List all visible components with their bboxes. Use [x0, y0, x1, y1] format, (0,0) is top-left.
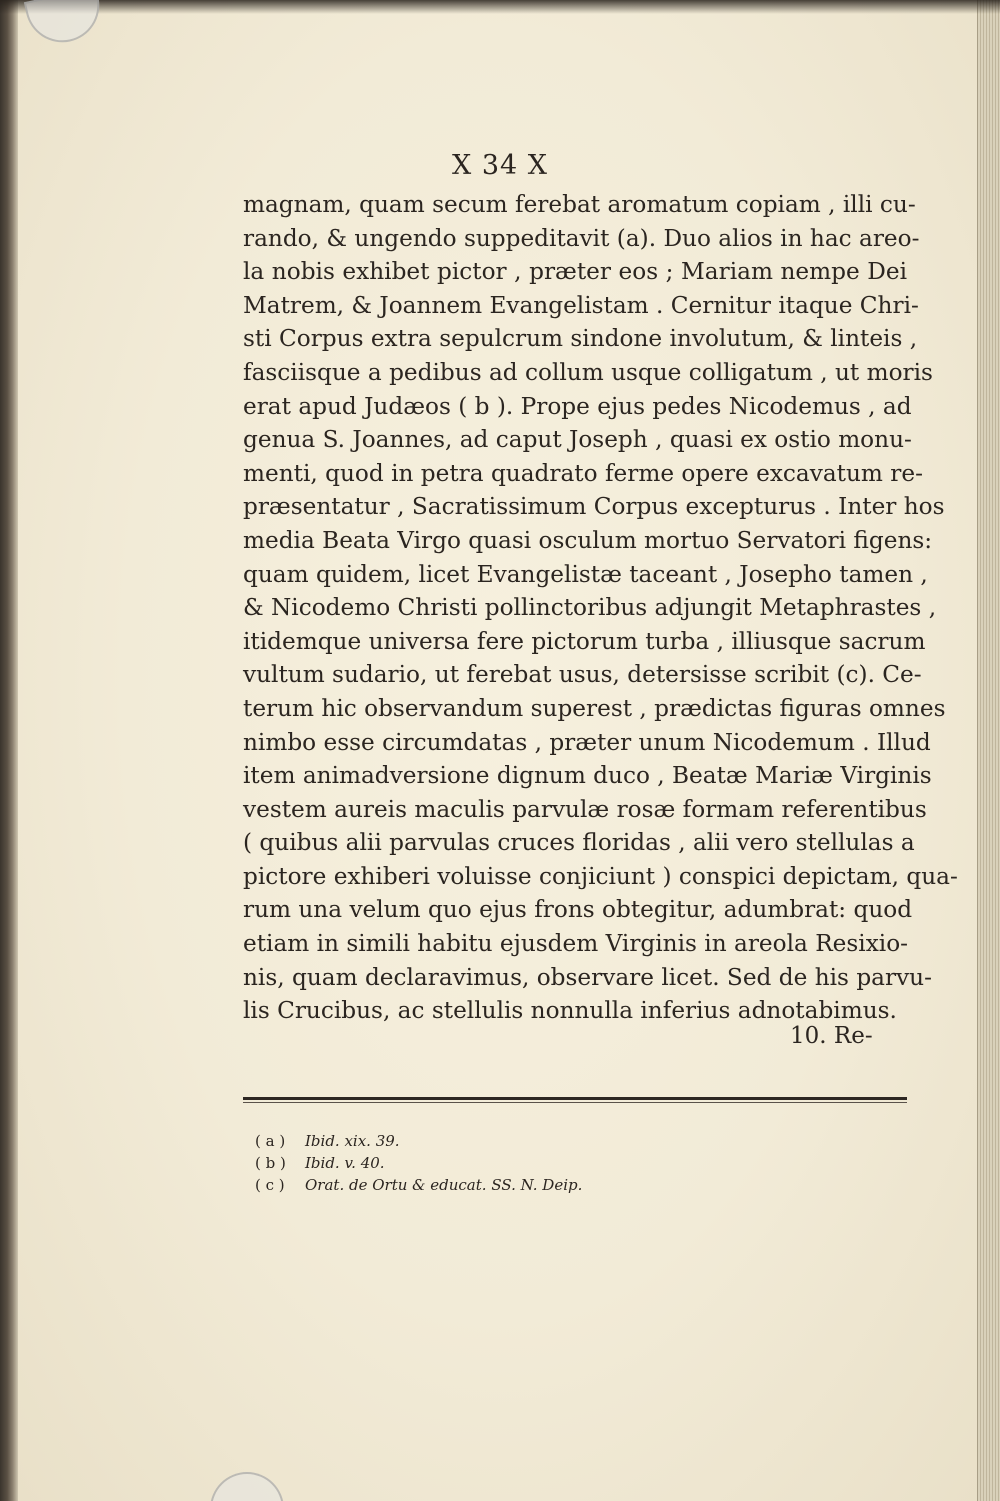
footnote-mark: ( c ) — [255, 1176, 285, 1194]
text-line: ( quibus alii parvulas cruces floridas , alii vero stellulas a — [243, 829, 915, 857]
footnote — [255, 1152, 582, 1174]
footnote-mark: ( a ) — [255, 1132, 286, 1150]
text-line: fasciisque a pedibus ad collum usque colligatum , ut moris — [243, 358, 933, 386]
footnotes — [255, 1130, 582, 1196]
text-line: pictore exhiberi voluisse conjiciunt ) conspici depictam, qua- — [243, 862, 958, 890]
text-line: præsentatur , Sacratissimum Corpus excepturus . Inter hos — [243, 493, 945, 521]
text-line: nis, quam declaravimus, observare licet. Sed de his parvu- — [243, 963, 932, 991]
text-line: terum hic observandum superest , prædictas figuras omnes — [243, 694, 946, 722]
text-line: la nobis exhibet pictor , præter eos ; Mariam nempe Dei — [243, 258, 907, 286]
text-line: vestem aureis maculis parvulæ rosæ formam referentibus — [243, 795, 927, 823]
body-text — [243, 188, 958, 1028]
footnote-rule-thin — [243, 1102, 907, 1103]
text-line: rum una velum quo ejus frons obtegitur, adumbrat: quod — [243, 896, 913, 924]
footnote-text: Ibid. v. 40. — [305, 1154, 385, 1172]
book-binding — [0, 0, 18, 1501]
page-edges — [977, 0, 1000, 1501]
text-line: media Beata Virgo quasi osculum mortuo Servatori figens: — [243, 526, 933, 554]
text-line: quam quidem, licet Evangelistæ taceant , Josepho tamen , — [243, 560, 928, 588]
text-line: Matrem, & Joannem Evangelistam . Cernitur itaque Chri- — [243, 291, 919, 319]
footnote — [255, 1130, 582, 1152]
footnote-text: Ibid. xix. 39. — [305, 1132, 400, 1150]
text-line: vultum sudario, ut ferebat usus, detersisse scribit (c). Ce- — [243, 661, 922, 689]
text-line: magnam, quam secum ferebat aromatum copiam , illi cu- — [243, 191, 916, 218]
text-line: sti Corpus extra sepulcrum sindone involutum, & linteis , — [243, 325, 918, 353]
text-line: & Nicodemo Christi pollinctoribus adjungit Metaphrastes , — [243, 594, 937, 622]
text-line: etiam in simili habitu ejusdem Virginis in areola Resixio- — [243, 930, 909, 958]
text-line: item animadversione dignum duco , Beatæ Mariæ Virginis — [243, 762, 932, 790]
footnote — [255, 1174, 582, 1196]
text-line: menti, quod in petra quadrato ferme opere excavatum re- — [243, 459, 923, 487]
footnote-text: Orat. de Ortu & educat. SS. N. Deip. — [305, 1176, 583, 1194]
text-line: rando, & ungendo suppeditavit (a). Duo alios in hac areo- — [243, 224, 920, 252]
running-head: X 34 X — [452, 150, 548, 181]
catchword: 10. Re- — [790, 1023, 873, 1049]
text-line: erat apud Judæos ( b ). Prope ejus pedes Nicodemus , ad — [243, 392, 912, 420]
text-line: nimbo esse circumdatas , præter unum Nicodemum . Illud — [243, 728, 931, 756]
footnote-mark: ( b ) — [255, 1154, 286, 1172]
text-line: itidemque universa fere pictorum turba , illiusque sacrum — [243, 627, 926, 655]
text-line: genua S. Joannes, ad caput Joseph , quasi ex ostio monu- — [243, 426, 912, 454]
footnote-rule — [243, 1097, 907, 1100]
text-line: lis Crucibus, ac stellulis nonnulla inferius adnotabimus. — [243, 997, 897, 1025]
top-shadow — [0, 0, 1000, 14]
